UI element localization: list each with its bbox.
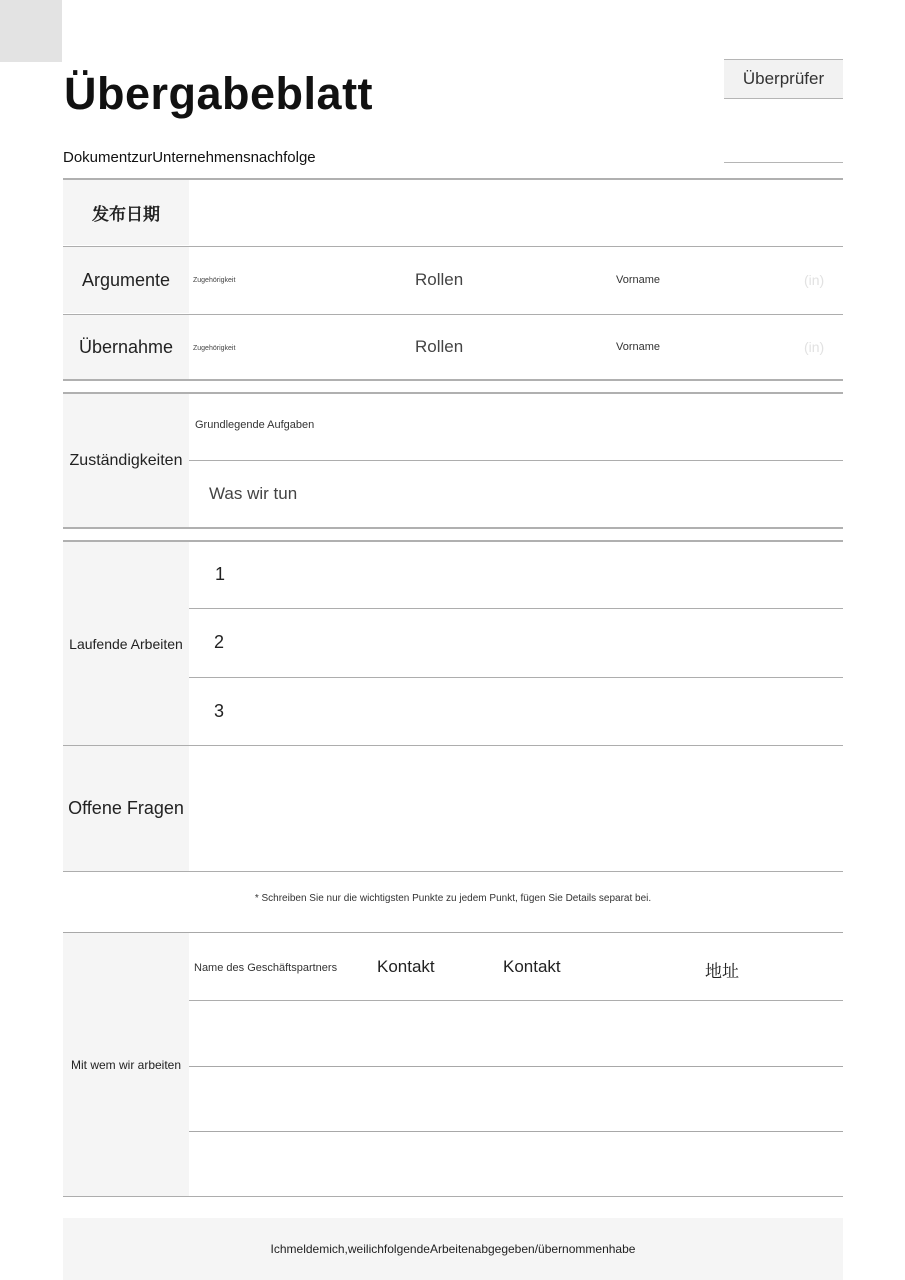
argumente-firstname-label: Vorname [616, 274, 661, 286]
reviewer-label: Überprüfer [724, 59, 843, 99]
section-border [63, 379, 843, 381]
row-divider [189, 460, 843, 461]
row-divider [63, 1196, 843, 1197]
row-divider [189, 677, 843, 678]
uebernahme-firstname-label: Vorname [616, 341, 661, 353]
uebernahme-suffix: (in) [804, 339, 825, 355]
instruction-note: * Schreiben Sie nur die wichtigsten Punkte zu jedem Punkt, fügen Sie Details separat bei. [254, 893, 652, 904]
section-border [63, 527, 843, 529]
release-date-label: 发布日期 [63, 180, 189, 245]
row-divider [63, 871, 843, 872]
uebernahme-label: Übernahme [63, 315, 189, 379]
argumente-affiliation-label: Zugehörigkeit [193, 277, 236, 284]
row-divider [189, 1066, 843, 1067]
what-we-do-label: Was wir tun [209, 484, 298, 503]
contact-column-header: Kontakt [377, 957, 435, 976]
footer-statement: Ichmeldemich,weilichfolgendeArbeitenabgegeben/übernommenhabe [63, 1218, 843, 1280]
ongoing-work-label: Laufende Arbeiten [63, 542, 189, 745]
ongoing-item-number: 3 [214, 701, 225, 721]
ongoing-item-number: 1 [215, 564, 226, 584]
argumente-roles-label: Rollen [415, 270, 464, 289]
page-subtitle: DokumentzurUnternehmensnachfolge [63, 149, 316, 166]
page-title: Übergabeblatt [64, 68, 374, 119]
basic-tasks-label: Grundlegende Aufgaben [195, 419, 315, 431]
partner-name-column-header: Name des Geschäftspartners [194, 962, 338, 974]
ongoing-item-number: 2 [214, 632, 225, 652]
argumente-suffix: (in) [804, 272, 825, 288]
reviewer-signature-line[interactable] [724, 162, 843, 163]
partners-label: Mit wem wir arbeiten [63, 933, 189, 1196]
open-questions-label: Offene Fragen [63, 746, 189, 871]
uebernahme-roles-label: Rollen [415, 337, 464, 356]
contact-column-header: Kontakt [503, 957, 561, 976]
argumente-label: Argumente [63, 247, 189, 313]
row-divider [189, 608, 843, 609]
address-column-header: 地址 [705, 962, 739, 981]
responsibilities-label: Zuständigkeiten [63, 394, 189, 527]
corner-tab-decoration [0, 0, 62, 62]
row-divider [189, 1131, 843, 1132]
uebernahme-affiliation-label: Zugehörigkeit [193, 345, 236, 352]
row-divider [189, 1000, 843, 1001]
